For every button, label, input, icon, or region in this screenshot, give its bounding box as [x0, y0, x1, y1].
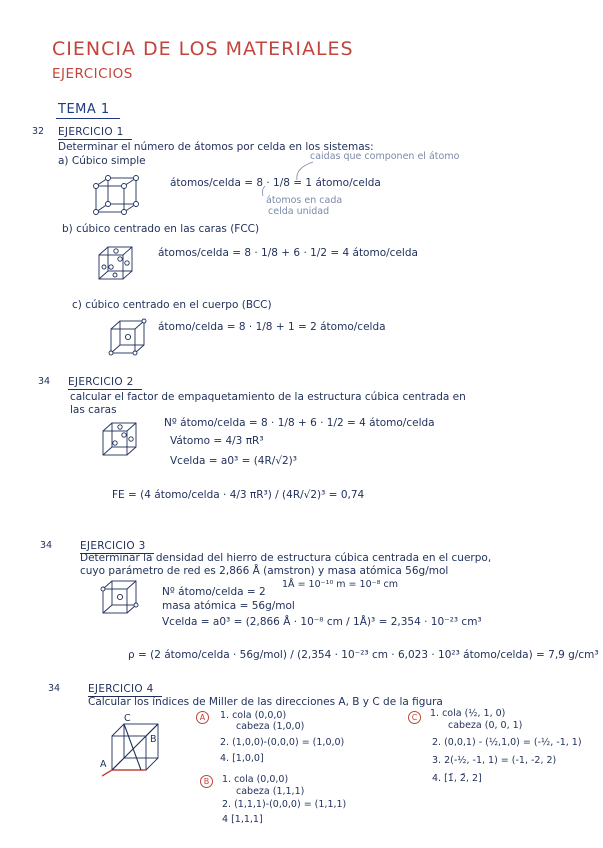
ex3-statement-2: cuyo parámetro de red es 2,866 Å (amstron) y masa atómica 56g/mol	[80, 565, 449, 577]
direction-a-line-1: 1. cola (0,0,0)	[220, 710, 287, 721]
ex1-b-formula: átomos/celda = 8 · 1/8 + 6 · 1/2 = 4 átomo/celda	[158, 247, 418, 259]
ex2-statement-2: las caras	[70, 404, 117, 416]
direction-a-line-3: 4. [1,0,0]	[220, 753, 264, 764]
direction-c-line-3: 3. 2(-½, -1, 1) = (-1, -2, 2)	[432, 755, 557, 766]
ex3-statement-1: Determinar la densidad del hierro de estructura cúbica centrada en el cuerpo,	[80, 552, 492, 564]
direction-b-line-3: 4 [1,1,1]	[222, 814, 263, 825]
ex2-page-number: 34	[38, 376, 51, 387]
ex1-page-number: 32	[32, 126, 45, 137]
direction-b-line-1b: cabeza (1,1,1)	[236, 786, 305, 797]
ex1-b-label: b) cúbico centrado en las caras (FCC)	[62, 223, 260, 235]
ex1-c-label: c) cúbico centrado en el cuerpo (BCC)	[72, 299, 272, 311]
ex1-statement: Determinar el número de átomos por celda en los sistemas:	[58, 141, 374, 153]
miller-directions-figure	[100, 712, 170, 782]
direction-c-line-2: 2. (0,0,1) - (½,1,0) = (-½, -1, 1)	[432, 737, 582, 748]
direction-a-line-2: 2. (1,0,0)-(0,0,0) = (1,0,0)	[220, 737, 345, 748]
direction-c-line-4: 4. [1̄, 2̄, 2]	[432, 773, 482, 784]
ex2-fe-formula: FE = (4 átomo/celda · 4/3 πR³) / (4R/√2)³ = 0,74	[112, 489, 365, 501]
ex3-rho-formula: ρ = (2 átomo/celda · 56g/mol) / (2,354 · 10⁻²³ cm · 6,023 · 10²³ átomo/celda) = 7,9 g/cm³	[128, 649, 599, 661]
ex3-line-2: masa atómica = 56g/mol	[162, 600, 295, 612]
topic-heading: TEMA 1	[58, 102, 110, 117]
figure-label-c: C	[124, 713, 131, 724]
ex1-heading-underline	[58, 139, 132, 140]
direction-c-tag: C	[408, 711, 421, 724]
direction-b-tag: B	[200, 775, 213, 788]
simple-cubic-cell-figure	[92, 174, 142, 216]
direction-a-line-1b: cabeza (1,0,0)	[236, 721, 305, 732]
topic-underline	[56, 118, 120, 119]
ex2-heading: EJERCICIO 2	[68, 376, 134, 388]
ex4-heading: EJERCICIO 4	[88, 683, 154, 695]
ex3-line-3: Vcelda = a0³ = (2,866 Å · 10⁻⁸ cm / 1Å)³ = 2,354 · 10⁻²³ cm³	[162, 616, 482, 628]
ex1-heading: EJERCICIO 1	[58, 126, 124, 138]
ex2-statement-1: calcular el factor de empaquetamiento de la estructura cúbica centrada en	[70, 391, 466, 403]
ex1-a-note-arrow	[255, 160, 315, 200]
ex1-a-note-bottom1: átomos en cada	[266, 195, 343, 206]
ex3-line-1: Nº átomo/celda = 2	[162, 586, 266, 598]
direction-b-line-2: 2. (1,1,1)-(0,0,0) = (1,1,1)	[222, 799, 347, 810]
direction-c-line-1: 1. cola (½, 1, 0)	[430, 708, 506, 719]
ex3-conversion: 1Å = 10⁻¹⁰ m = 10⁻⁸ cm	[282, 579, 398, 590]
direction-c-line-1b: cabeza (0, 0, 1)	[448, 720, 523, 731]
bcc-cell-figure	[108, 318, 148, 358]
fcc-cell-figure	[96, 244, 136, 284]
ex4-statement: Calcular los índices de Miller de las direcciones A, B y C de la figura	[88, 696, 443, 708]
page-subtitle: EJERCICIOS	[52, 66, 133, 82]
figure-label-b: B	[150, 734, 157, 745]
ex1-a-label: a) Cúbico simple	[58, 155, 146, 167]
ex1-a-formula: átomos/celda = 8 · 1/8 = 1 átomo/celda	[170, 177, 381, 189]
figure-label-a: A	[100, 759, 107, 770]
direction-b-line-1: 1. cola (0,0,0)	[222, 774, 289, 785]
ex4-page-number: 34	[48, 683, 61, 694]
ex2-heading-underline	[68, 389, 142, 390]
direction-a-tag: A	[196, 711, 209, 724]
ex1-c-formula: átomo/celda = 8 · 1/8 + 1 = 2 átomo/celda	[158, 321, 386, 333]
ex2-fcc-figure	[100, 420, 142, 460]
ex1-a-note-bottom2: celda unidad	[268, 206, 330, 217]
ex2-line-1: Nº átomo/celda = 8 · 1/8 + 6 · 1/2 = 4 átomo/celda	[164, 417, 435, 429]
ex3-heading: EJERCICIO 3	[80, 540, 146, 552]
ex2-line-2: Vátomo = 4/3 πR³	[170, 435, 264, 447]
page-title: CIENCIA DE LOS MATERIALES	[52, 38, 354, 60]
ex3-bcc-figure	[100, 578, 142, 618]
ex1-a-note-top: caidas que componen el átomo	[310, 151, 460, 162]
ex3-page-number: 34	[40, 540, 53, 551]
ex2-line-3: Vcelda = a0³ = (4R/√2)³	[170, 455, 297, 467]
